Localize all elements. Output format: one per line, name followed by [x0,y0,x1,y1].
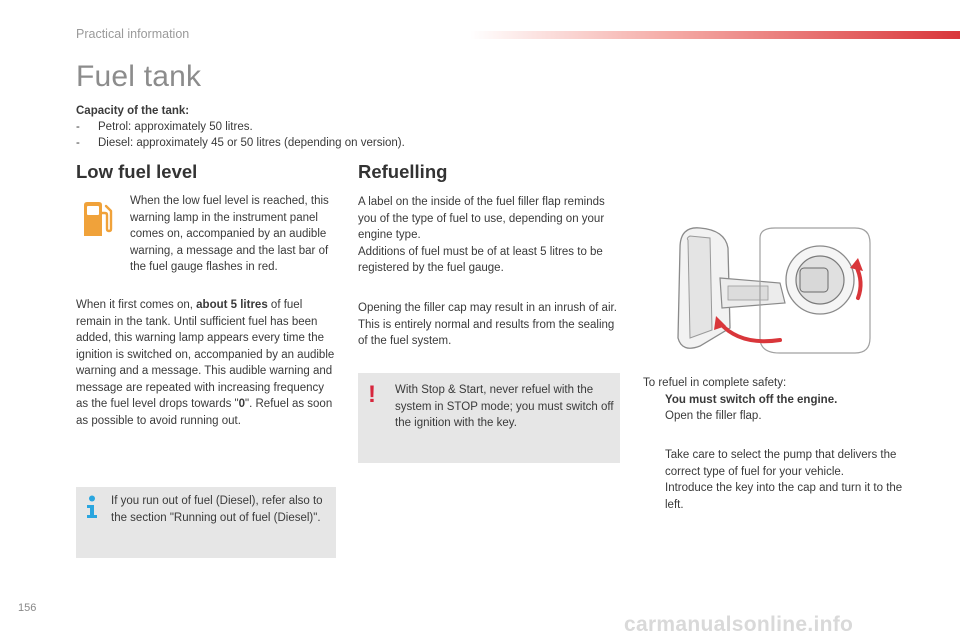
refuelling-para: A label on the inside of the fuel filler flap reminds you of the type of fuel to use, depending on your engine type. [358,196,605,241]
safety-steps-continued [643,447,903,513]
page-title: Fuel tank [76,60,202,93]
safety-intro: To refuel in complete safety: [643,377,787,389]
low-fuel-heading: Low fuel level [76,161,198,182]
refuelling-heading: Refuelling [358,161,448,182]
list-item [643,447,903,480]
section-header: Practical information [76,27,190,41]
capacity-heading: Capacity of the tank: [76,105,190,117]
list-item [643,392,903,409]
capacity-item-text: Diesel: approximately 45 or 50 litres (depending on version). [98,137,405,149]
low-fuel-body-text: ". Refuel as soon as possible to avoid running out. [76,398,333,427]
checkbox-bullet-icon [643,408,665,425]
header-accent-bar [470,31,960,39]
page-number: 156 [18,602,37,614]
capacity-item [76,119,405,135]
capacity-item [76,135,405,151]
warning-note-text: With Stop & Start, never refuel with the system in STOP mode; you must switch off the ignition with the key. [395,384,614,429]
step-text: Take care to select the pump that delivers the correct type of fuel for your vehicle. [665,449,897,478]
exclamation-icon: ! [368,381,376,408]
step-text: You must switch off the engine. [665,393,838,406]
list-item [643,480,903,513]
checkbox-bullet-icon [643,392,665,409]
capacity-dash: - [76,121,80,133]
step-text: Introduce the key into the cap and turn it to the left. [665,482,903,511]
info-note [76,487,336,558]
low-fuel-zero: 0 [238,398,246,410]
low-fuel-amount: about 5 litres [196,299,268,311]
info-icon [86,495,98,519]
fuel-pump-icon [80,199,114,239]
info-note-text: If you run out of fuel (Diesel), refer also to the section "Running out of fuel (Diesel)". [111,495,323,524]
step-text: Open the filler flap. [665,410,762,422]
low-fuel-body [76,297,336,429]
refuelling-para: Additions of fuel must be of at least 5 litres to be registered by the fuel gauge. [358,245,603,274]
low-fuel-body-text: When it first comes on, [76,299,197,311]
capacity-block [76,103,405,151]
checkbox-bullet-icon [643,480,665,513]
refuelling-label-note [358,194,613,277]
refuelling-air-note: Opening the filler cap may result in an inrush of air. This is entirely normal and results from the sealing of the fuel system. [358,302,617,347]
low-fuel-body-text: of fuel remain in the tank. Until sufficient fuel has been added, this warning lamp appears every time the ignition is switched on, accompanied by an audible warning and a message. This audible warning and message are repeated with increasing frequency as the fuel level drops towards " [76,299,335,410]
watermark: carmanualsonline.info [624,613,854,636]
safety-steps [643,375,903,425]
checkbox-bullet-icon [643,447,665,480]
low-fuel-intro: When the low fuel level is reached, this warning lamp in the instrument panel comes on, accompanied by an audible warning, a message and the last bar of the fuel gauge flashes in red. [130,195,329,273]
capacity-item-text: Petrol: approximately 50 litres. [98,121,253,133]
capacity-dash: - [76,137,80,149]
warning-note [358,373,620,463]
fuel-filler-flap-illustration [660,218,880,363]
list-item [643,408,903,425]
